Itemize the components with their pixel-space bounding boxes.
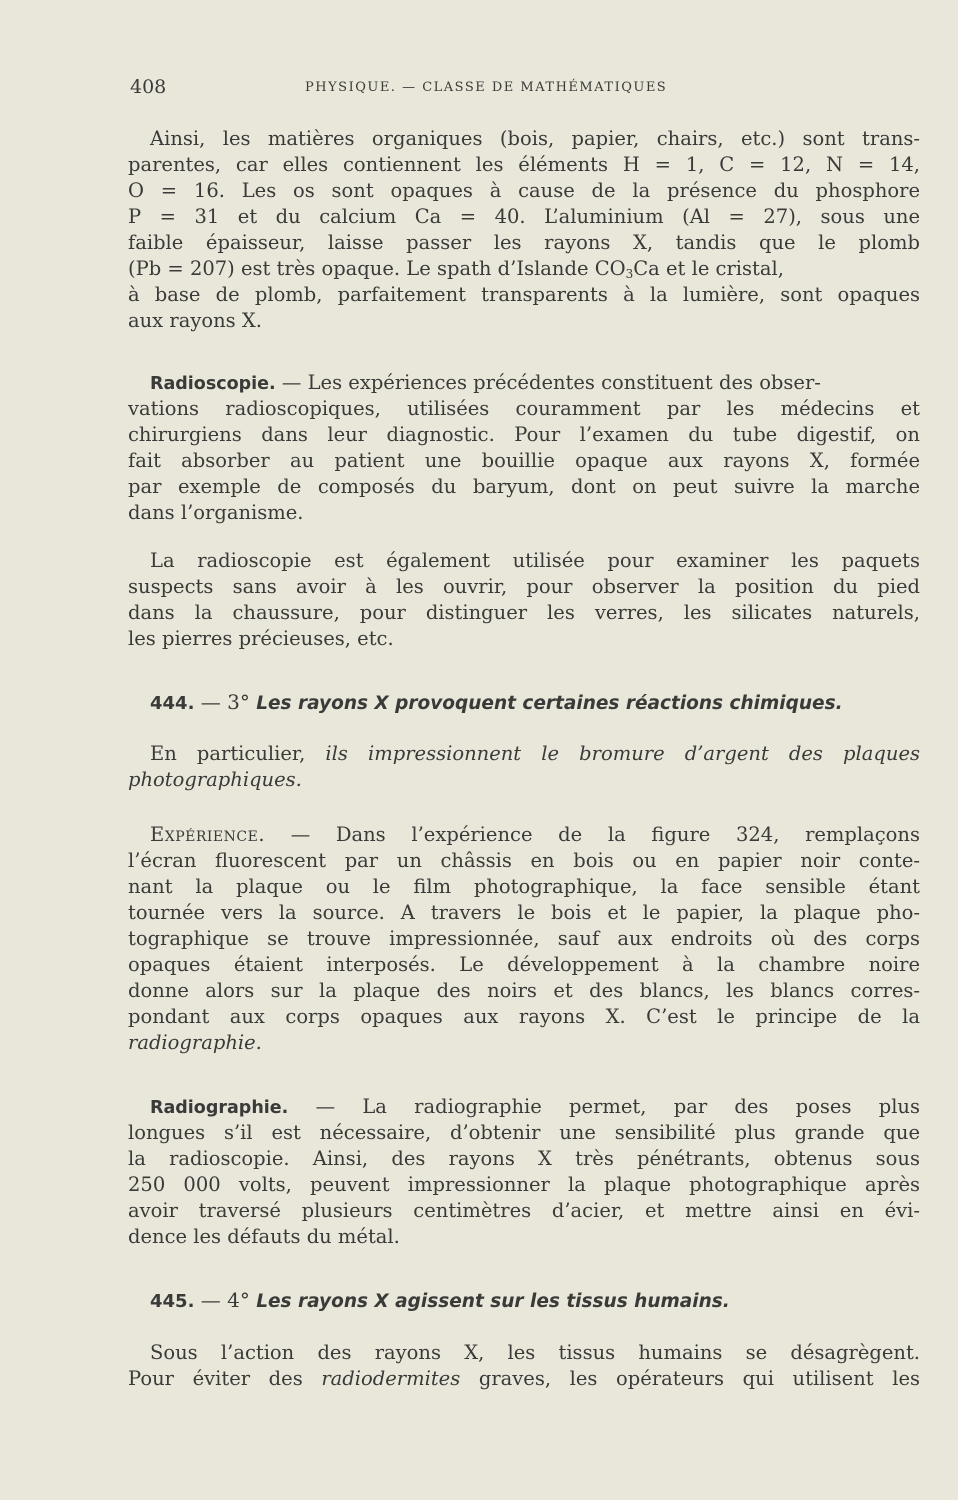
text-line: donne alors sur la plaque des noirs et des blancs, les blancs corres- [128,979,920,1002]
text-line: Expérience. — Dans l’expérience de la figure 324, remplaçons [150,823,920,846]
text-line: à base de plomb, parfaitement transparents à la lumière, sont opaques [128,283,920,306]
paragraph-radiographie [128,1094,920,1250]
text-line: chirurgiens dans leur diagnostic. Pour l’examen du tube digestif, on [128,423,920,446]
section-number: 445. [150,1291,195,1312]
paragraph-experience [128,822,920,1056]
text-line: Sous l’action des rayons X, les tissus humains se désagrègent. [150,1341,920,1364]
paragraph-radioscopie [128,370,920,526]
text-line: longues s’il est nécessaire, d’obtenir une sensibilité plus grande que [128,1121,920,1144]
experience-label: Expérience. [150,823,266,846]
radiographie-label: Radiographie. [150,1098,289,1118]
text-line: vations radioscopiques, utilisées couramment par les médecins et [128,397,920,420]
text-line: parentes, car elles contiennent les éléments H = 1, C = 12, N = 14, [128,153,920,176]
text-line: opaques étaient interposés. Le développement à la chambre noire [128,953,920,976]
text-line: les pierres précieuses, etc. [128,627,394,650]
text-line: Radioscopie. — Les expériences précédentes constituent des obser- [150,371,821,394]
paragraph-particulier [128,741,920,793]
text-line: pondant aux corps opaques aux rayons X. C’est le principe de la [128,1005,920,1028]
text-line: 250 000 volts, peuvent impressionner la plaque photographique après [128,1173,920,1196]
text-line: La radioscopie est également utilisée pour examiner les paquets [150,549,920,572]
text-line: par exemple de composés du baryum, dont on peut suivre la marche [128,475,920,498]
text-line: Pour éviter des radiodermites graves, les opérateurs qui utilisent les [128,1367,920,1390]
text-line: faible épaisseur, laisse passer les rayons X, tandis que le plomb [128,231,920,254]
text-line: l’écran fluorescent par un châssis en bois ou en papier noir conte- [128,849,920,872]
paragraph-materials [128,126,920,334]
text-line: dans la chaussure, pour distinguer les verres, les silicates naturels, [128,601,920,624]
text-line: nant la plaque ou le film photographique, la face sensible étant [128,875,920,898]
text-line: la radioscopie. Ainsi, des rayons X très pénétrants, obtenus sous [128,1147,920,1170]
paragraph-tissus [128,1340,920,1392]
section-heading-445: 445. — 4° Les rayons X agissent sur les tissus humains. [150,1288,730,1312]
text-line: fait absorber au patient une bouillie opaque aux rayons X, formée [128,449,920,472]
section-number: 444. [150,693,195,714]
text-line: aux rayons X. [128,309,262,332]
text-line: Radiographie. — La radiographie permet, par des poses plus [150,1095,920,1118]
text-line: dans l’organisme. [128,501,304,524]
text-line: photographiques. [128,768,302,791]
page-header [130,76,920,100]
section-title: Les rayons X provoquent certaines réactions chimiques. [256,693,843,714]
radioscopie-label: Radioscopie. [150,374,276,394]
text-line: tographique se trouve impressionnée, sauf aux endroits où des corps [128,927,920,950]
section-title: Les rayons X agissent sur les tissus humains. [256,1291,730,1312]
text-line: suspects sans avoir à les ouvrir, pour observer la position du pied [128,575,920,598]
running-title: PHYSIQUE. — CLASSE DE MATHÉMATIQUES [305,80,668,95]
text-line: dence les défauts du métal. [128,1225,400,1248]
text-line: avoir traversé plusieurs centimètres d’acier, et mettre ainsi en évi- [128,1199,920,1222]
text-line: (Pb = 207) est très opaque. Le spath d’Islande $CO_3Ca$ et le cristal, [128,257,784,281]
text-line: Ainsi, les matières organiques (bois, papier, chairs, etc.) sont trans- [150,127,920,150]
text-line: P = 31 et du calcium Ca = 40. L’aluminium (Al = 27), sous une [128,205,920,228]
page-number: 408 [130,76,167,98]
text-line: tournée vers la source. A travers le bois et le papier, la plaque pho- [128,901,920,924]
text-line: O = 16. Les os sont opaques à cause de la présence du phosphore [128,179,920,202]
text-line: radiographie. [128,1031,262,1054]
text-line: En particulier, ils impressionnent le bromure d’argent des plaques [150,742,920,765]
paragraph-uses [128,548,920,652]
section-heading-444: 444. — 3° Les rayons X provoquent certaines réactions chimiques. [150,690,843,714]
